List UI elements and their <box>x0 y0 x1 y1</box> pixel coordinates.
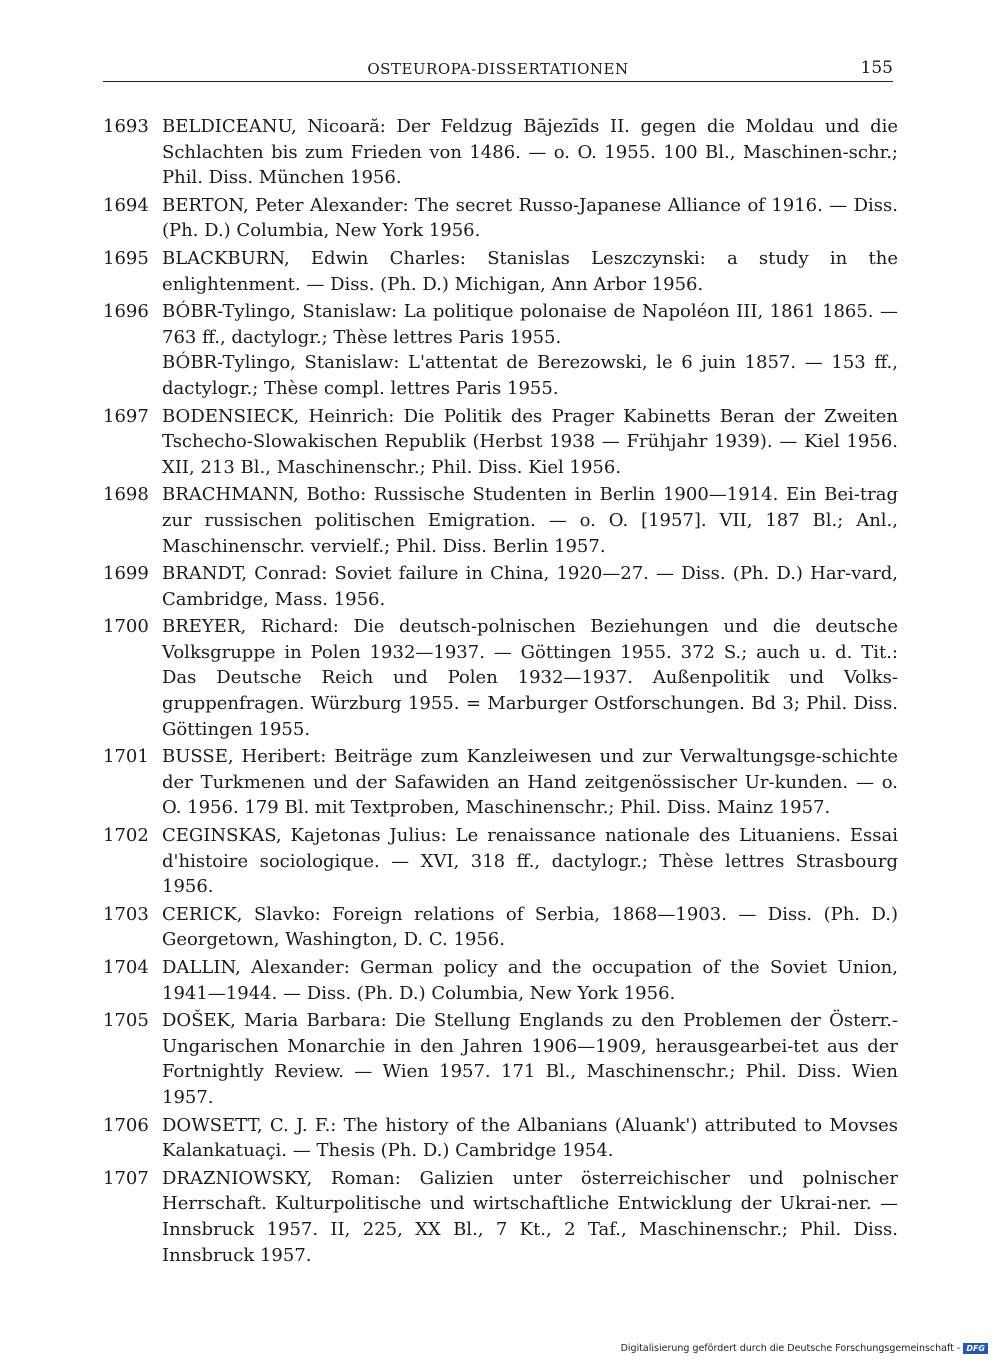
bibliography-list <box>103 114 898 1270</box>
entry-number: 1703 <box>103 903 149 925</box>
entry-text: BÓBR-Tylingo, Stanislaw: L'attentat de Berezowski, le 6 juin 1857. — 153 ff., dactylogr.; Thèse compl. lettres Paris 1955. <box>162 352 898 399</box>
entry-number: 1699 <box>103 563 149 585</box>
entry-text: BLACKBURN, Edwin Charles: Stanislas Leszczynski: a study in the enlightenment. — Diss. (Ph. D.) Michigan, Ann Arbor 1956. <box>162 247 898 295</box>
page-number: 155 <box>860 58 893 78</box>
bibliography-entry <box>103 955 898 1006</box>
entry-text: BODENSIECK, Heinrich: Die Politik des Prager Kabinetts Beran der Zweiten Tschecho-Slowakischen Republik (Herbst 1938 — Frühjahr 1939). — Kiel 1956. XII, 213 Bl., Maschinenschr.; Phil. Diss. Kiel 1956. <box>162 405 898 478</box>
entry-number: 1697 <box>103 405 149 427</box>
entry-number: 1700 <box>103 616 149 638</box>
bibliography-entry <box>103 744 898 821</box>
entry-number: 1701 <box>103 746 149 768</box>
bibliography-entry <box>103 1113 898 1164</box>
bibliography-entry <box>103 482 898 559</box>
entry-text: DOŠEK, Maria Barbara: Die Stellung Englands zu den Problemen der Österr.-Ungarischen Monarchie in den Jahren 1906—1909, herausgearbei-tet aus der Fortnightly Review. — Wien 1957. 171 Bl., Maschinenschr.; Phil. Diss. Wien 1957. <box>162 1010 898 1108</box>
bibliography-entry <box>103 561 898 612</box>
entry-text: DRAZNIOWSKY, Roman: Galizien unter österreichischer und polnischer Herrschaft. Kulturpolitische und wirtschaftliche Entwicklung der Ukrai-ner. — Innsbruck 1957. II, 225, XX Bl., 7 Kt., 2 Taf., Maschinenschr.; Phil. Diss. Innsbruck 1957. <box>162 1167 898 1266</box>
entry-number: 1702 <box>103 825 149 847</box>
bibliography-entry <box>103 614 898 742</box>
entry-number: 1693 <box>103 116 149 137</box>
bibliography-entry <box>103 1166 898 1268</box>
running-title: OSTEUROPA-DISSERTATIONEN <box>367 60 629 78</box>
entry-text: CEGINSKAS, Kajetonas Julius: Le renaissance nationale des Lituaniens. Essai d'histoire sociologique. — XVI, 318 ff., dactylogr.; Thèse lettres Strasbourg 1956. <box>162 825 898 898</box>
entry-text: BRANDT, Conrad: Soviet failure in China, 1920—27. — Diss. (Ph. D.) Har-vard, Cambridge, Mass. 1956. <box>162 563 898 610</box>
entry-text: DOWSETT, C. J. F.: The history of the Albanians (Aluank') attributed to Movses Kalankatuaçi. — Thesis (Ph. D.) Cambridge 1954. <box>162 1114 898 1162</box>
entry-number: 1705 <box>103 1010 149 1032</box>
header-rule <box>103 81 893 82</box>
bibliography-entry <box>103 1008 898 1110</box>
bibliography-entry <box>103 823 898 900</box>
bibliography-entry <box>103 193 898 244</box>
entry-text: BREYER, Richard: Die deutsch-polnischen Beziehungen und die deutsche Volksgruppe in Polen 1932—1937. — Göttingen 1955. 372 S.; auch u. d. Tit.: Das Deutsche Reich und Polen 1932—1937. Außenpolitik und Volks-gruppenfragen. Würzburg 1955. = Marburger Ostforschungen. Bd 3; Phil. Diss. Göttingen 1955. <box>162 616 898 740</box>
entry-number: 1694 <box>103 194 149 216</box>
entry-text: BELDICEANU, Nicoară: Der Feldzug Bājezīds II. gegen die Moldau und die Schlachten bis zum Frieden von 1486. — o. O. 1955. 100 Bl., Maschinen-schr.; Phil. Diss. München 1956. <box>162 116 898 189</box>
entry-number: 1698 <box>103 484 149 506</box>
entry-text: CERICK, Slavko: Foreign relations of Serbia, 1868—1903. — Diss. (Ph. D.) Georgetown, Washington, D. C. 1956. <box>162 903 898 951</box>
bibliography-entry <box>103 902 898 953</box>
entry-text: BERTON, Peter Alexander: The secret Russo-Japanese Alliance of 1916. — Diss. (Ph. D.) Columbia, New York 1956. <box>162 194 898 242</box>
bibliography-entry <box>103 404 898 481</box>
running-header <box>103 58 893 82</box>
entry-number: 1695 <box>103 247 149 269</box>
footer-text: Digitalisierung gefördert durch die Deutsche Forschungsgemeinschaft - <box>620 1343 961 1354</box>
entry-text: BRACHMANN, Botho: Russische Studenten in Berlin 1900—1914. Ein Bei-trag zur russischen politischen Emigration. — o. O. [1957]. VII, 187 Bl.; Anl., Maschinenschr. vervielf.; Phil. Diss. Berlin 1957. <box>162 484 898 557</box>
entry-number: 1696 <box>103 301 149 323</box>
entry-number: 1704 <box>103 957 149 978</box>
bibliography-entry <box>103 299 898 401</box>
footer-credit <box>621 1343 988 1354</box>
entry-number: 1706 <box>103 1114 149 1136</box>
entry-text: DALLIN, Alexander: German policy and the occupation of the Soviet Union, 1941—1944. — Diss. (Ph. D.) Columbia, New York 1956. <box>162 957 898 1004</box>
bibliography-entry <box>103 246 898 297</box>
entry-number: 1707 <box>103 1167 149 1189</box>
entry-text: BÓBR-Tylingo, Stanislaw: La politique polonaise de Napoléon III, 1861 1865. — 763 ff., dactylogr.; Thèse lettres Paris 1955. <box>162 301 898 348</box>
dfg-logo: DFG <box>963 1343 988 1354</box>
bibliography-entry <box>103 114 898 191</box>
entry-text: BUSSE, Heribert: Beiträge zum Kanzleiwesen und zur Verwaltungsge-schichte der Turkmenen und der Safawiden an Hand zeitgenössischer Ur-kunden. — o. O. 1956. 179 Bl. mit Textproben, Maschinenschr.; Phil. Diss. Mainz 1957. <box>162 746 898 819</box>
